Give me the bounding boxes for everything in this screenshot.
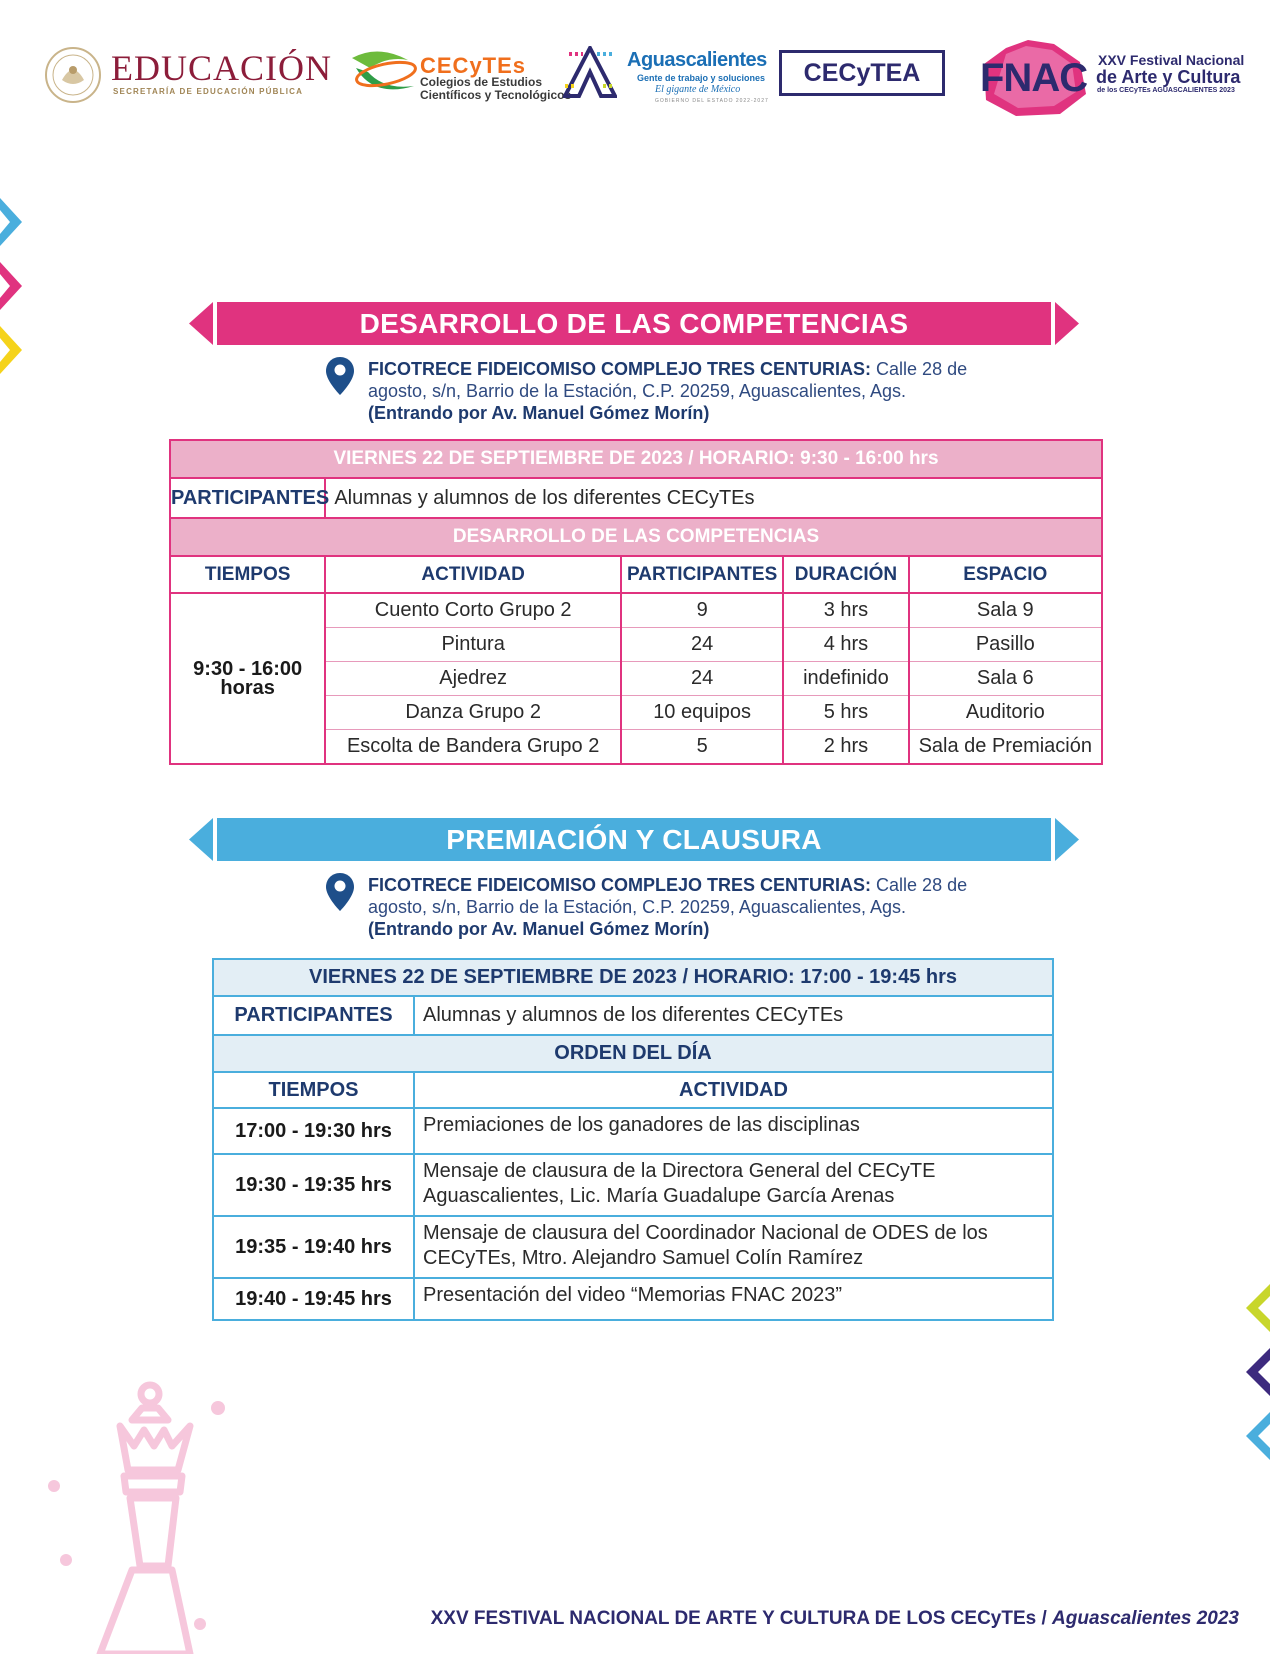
banner-left-arrow-icon <box>189 818 213 861</box>
aguascalientes-period: GOBIERNO DEL ESTADO 2022-2027 <box>655 98 769 104</box>
section1-venue-note: (Entrando por Av. Manuel Gómez Morín) <box>368 403 710 423</box>
participants-cell: 5 <box>621 730 783 765</box>
left-chevrons-decoration <box>0 198 26 382</box>
clausura-participants-value: Alumnas y alumnos de los diferentes CECyTEs <box>414 996 1053 1035</box>
col-header-actividad: ACTIVIDAD <box>414 1072 1053 1108</box>
activity-cell: Pintura <box>325 628 621 662</box>
section1-venue-address2: agosto, s/n, Barrio de la Estación, C.P. 20259, Aguascalientes, Ags. <box>368 381 907 401</box>
banner-right-arrow-icon <box>1055 302 1079 345</box>
clausura-subheader: ORDEN DEL DÍA <box>213 1035 1053 1072</box>
activity-cell: Mensaje de clausura de la Directora General del CECyTE Aguascalientes, Lic. María Guadalupe García Arenas <box>414 1154 1053 1216</box>
fnac-line2: de Arte y Cultura <box>1096 67 1241 87</box>
activity-cell: Danza Grupo 2 <box>325 696 621 730</box>
col-header-espacio: ESPACIO <box>909 556 1102 593</box>
section2-venue-name: FICOTRECE FIDEICOMISO COMPLEJO TRES CENTURIAS: <box>368 875 872 895</box>
col-header-tiempos: TIEMPOS <box>170 556 325 593</box>
cecytes-leaf-icon <box>348 46 422 100</box>
duration-cell: 3 hrs <box>783 593 908 628</box>
aguascalientes-a-icon <box>563 46 617 98</box>
space-cell: Sala de Premiación <box>909 730 1102 765</box>
participants-cell: 24 <box>621 662 783 696</box>
section2-venue-note: (Entrando por Av. Manuel Gómez Morín) <box>368 919 710 939</box>
activity-cell: Presentación del video “Memorias FNAC 2023” <box>414 1278 1053 1320</box>
section1-banner: DESARROLLO DE LAS COMPETENCIAS <box>217 302 1051 345</box>
section2-location <box>368 874 1008 940</box>
section1-venue-line1 <box>368 358 1008 380</box>
sep-title: EDUCACIÓN <box>111 48 332 88</box>
competencias-time-cell <box>170 593 325 764</box>
col-header-participantes: PARTICIPANTES <box>621 556 783 593</box>
time-unit: horas <box>220 676 275 699</box>
aguascalientes-title: Aguascalientes <box>627 49 767 71</box>
col-header-actividad: ACTIVIDAD <box>325 556 621 593</box>
fnac-line3: de los CECyTEs AGUASCALIENTES 2023 <box>1097 87 1235 94</box>
time-cell: 19:35 - 19:40 hrs <box>213 1216 414 1278</box>
space-cell: Auditorio <box>909 696 1102 730</box>
section2-venue-address1: Calle 28 de <box>871 875 968 895</box>
section1-location <box>368 358 1008 424</box>
duration-cell: 4 hrs <box>783 628 908 662</box>
participants-cell: 24 <box>621 628 783 662</box>
table-row <box>213 1278 1053 1320</box>
fnac-line1: XXV Festival Nacional <box>1098 52 1245 68</box>
section2-venue-address2: agosto, s/n, Barrio de la Estación, C.P. 20259, Aguascalientes, Ags. <box>368 897 907 917</box>
time-cell: 19:30 - 19:35 hrs <box>213 1154 414 1216</box>
duration-cell: indefinido <box>783 662 908 696</box>
cecytes-title: CECyTEs <box>420 53 527 78</box>
section2-banner: PREMIACIÓN Y CLAUSURA <box>217 818 1051 861</box>
chess-queen-decoration <box>40 1380 230 1654</box>
activity-cell: Mensaje de clausura del Coordinador Nacional de ODES de los CECyTEs, Mtro. Alejandro Samuel Colín Ramírez <box>414 1216 1053 1278</box>
cecytes-subtitle-line2: Científicos y Tecnológicos <box>420 88 572 102</box>
aguascalientes-subtitle: Gente de trabajo y soluciones <box>637 73 766 83</box>
duration-cell: 5 hrs <box>783 696 908 730</box>
clausura-date-header: VIERNES 22 DE SEPTIEMBRE DE 2023 / HORARIO: 17:00 - 19:45 hrs <box>213 959 1053 996</box>
competencias-date-header: VIERNES 22 DE SEPTIEMBRE DE 2023 / HORARIO: 9:30 - 16:00 hrs <box>170 440 1102 478</box>
footer-main-text: XXV FESTIVAL NACIONAL DE ARTE Y CULTURA DE LOS CECyTEs / <box>430 1608 1053 1629</box>
space-cell: Sala 9 <box>909 593 1102 628</box>
aguascalientes-slogan: El gigante de México <box>655 84 741 95</box>
participants-cell: 10 equipos <box>621 696 783 730</box>
right-chevrons-decoration <box>1242 1284 1270 1470</box>
location-pin-icon <box>326 357 354 395</box>
table-row <box>213 1108 1053 1154</box>
sep-subtitle: SECRETARÍA DE EDUCACIÓN PÚBLICA <box>113 87 304 96</box>
time-cell: 17:00 - 19:30 hrs <box>213 1108 414 1154</box>
cecytes-subtitle <box>420 76 571 102</box>
col-header-duracion: DURACIÓN <box>783 556 908 593</box>
participants-cell: 9 <box>621 593 783 628</box>
space-cell: Sala 6 <box>909 662 1102 696</box>
section1-venue-name: FICOTRECE FIDEICOMISO COMPLEJO TRES CENTURIAS: <box>368 359 872 379</box>
page-footer <box>431 1608 1239 1630</box>
duration-cell: 2 hrs <box>783 730 908 765</box>
table-row <box>170 593 1102 628</box>
cecytea-logo: CECyTEA <box>779 50 945 96</box>
section1-venue-address1: Calle 28 de <box>871 359 968 379</box>
activity-cell: Premiaciones de los ganadores de las disciplinas <box>414 1108 1053 1154</box>
mexico-seal-icon <box>44 46 102 104</box>
section2-venue-line1 <box>368 874 1008 896</box>
time-range: 9:30 - 16:00 <box>193 657 303 680</box>
table-row <box>213 1154 1053 1216</box>
competencias-participants-label: PARTICIPANTES <box>170 478 325 518</box>
competencias-participants-value: Alumnas y alumnos de los diferentes CECyTEs <box>325 478 1102 518</box>
footer-place-text: Aguascalientes 2023 <box>1052 1608 1239 1629</box>
activity-cell: Ajedrez <box>325 662 621 696</box>
table-row <box>213 1216 1053 1278</box>
competencias-subheader: DESARROLLO DE LAS COMPETENCIAS <box>170 518 1102 556</box>
cecytes-subtitle-line1: Colegios de Estudios <box>420 75 543 89</box>
col-header-tiempos: TIEMPOS <box>213 1072 414 1108</box>
competencias-table <box>169 439 1103 765</box>
clausura-table <box>212 958 1054 1321</box>
location-pin-icon <box>326 873 354 911</box>
activity-cell: Cuento Corto Grupo 2 <box>325 593 621 628</box>
banner-left-arrow-icon <box>189 302 213 345</box>
time-cell: 19:40 - 19:45 hrs <box>213 1278 414 1320</box>
fnac-logo-text: FNAC <box>980 56 1088 100</box>
activity-cell: Escolta de Bandera Grupo 2 <box>325 730 621 765</box>
banner-right-arrow-icon <box>1055 818 1079 861</box>
clausura-participants-label: PARTICIPANTES <box>213 996 414 1035</box>
space-cell: Pasillo <box>909 628 1102 662</box>
